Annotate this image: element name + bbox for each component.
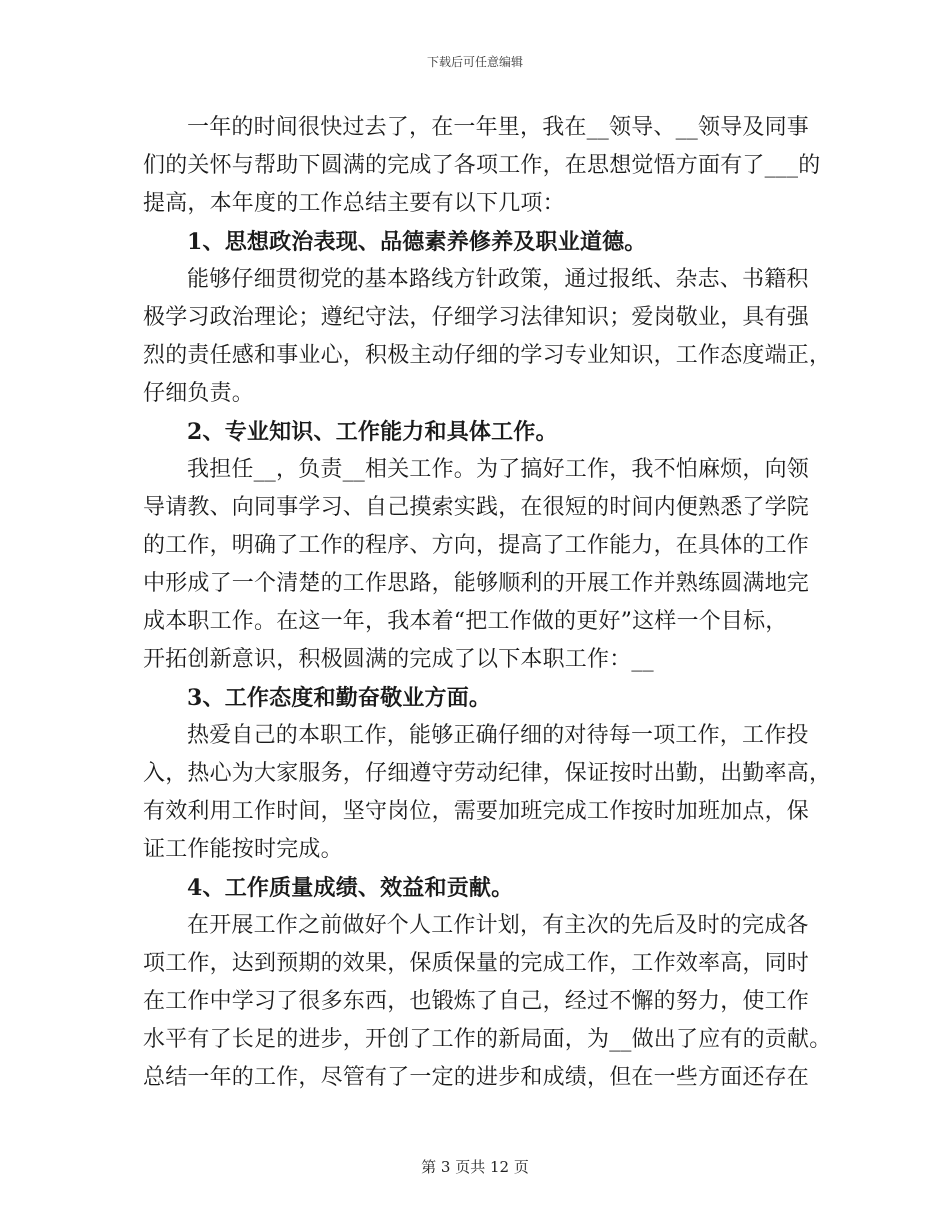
paragraph-line: 成本职工作。在这一年，我本着“把工作做的更好”这样一个目标，: [143, 609, 788, 634]
paragraph-line: 证工作能按时完成。: [143, 837, 343, 862]
paragraph-line: 项工作，达到预期的效果，保质保量的完成工作，工作效率高，同时: [143, 951, 810, 976]
paragraph-line: 水平有了长足的进步，开创了工作的新局面，为__做出了应有的贡献。: [143, 1027, 832, 1052]
paragraph-line: 在开展工作之前做好个人工作计划，有主次的先后及时的完成各: [187, 913, 809, 938]
paragraph-line: 极学习政治理论；遵纪守法，仔细学习法律知识；爱岗敬业，具有强: [143, 305, 810, 330]
page-footer: 第 3 页共 12 页: [421, 1158, 529, 1176]
paragraph-line: 中形成了一个清楚的工作思路，能够顺利的开展工作并熟练圆满地完: [143, 571, 810, 596]
paragraph-line: 有效利用工作时间，坚守岗位，需要加班完成工作按时加班加点，保: [143, 799, 810, 824]
paragraph-line: 提高，本年度的工作总结主要有以下几项：: [143, 191, 565, 216]
section-heading: 3、工作态度和勤奋敬业方面。: [187, 685, 492, 711]
paragraph-line: 入，热心为大家服务，仔细遵守劳动纪律，保证按时出勤，出勤率高，: [143, 761, 832, 786]
paragraph-line: 我担任__，负责__相关工作。为了搞好工作，我不怕麻烦，向领: [187, 457, 810, 482]
paragraph-line: 开拓创新意识，积极圆满的完成了以下本职工作：__: [143, 647, 654, 672]
paragraph-line: 烈的责任感和事业心，积极主动仔细的学习专业知识，工作态度端正，: [143, 343, 832, 368]
section-heading: 2、专业知识、工作能力和具体工作。: [187, 419, 558, 445]
paragraph-line: 热爱自己的本职工作，能够正确仔细的对待每一项工作，工作投: [187, 723, 809, 748]
document-body: [143, 109, 832, 1097]
paragraph-line: 一年的时间很快过去了，在一年里，我在__领导、__领导及同事: [187, 115, 810, 140]
paragraph-line: 的工作，明确了工作的程序、方向，提高了工作能力，在具体的工作: [143, 533, 810, 558]
paragraph-line: 们的关怀与帮助下圆满的完成了各项工作，在思想觉悟方面有了___的: [143, 153, 821, 178]
paragraph-line: 能够仔细贯彻党的基本路线方针政策，通过报纸、杂志、书籍积: [187, 267, 809, 292]
paragraph-line: 导请教、向同事学习、自己摸索实践，在很短的时间内便熟悉了学院: [143, 495, 810, 520]
paragraph-line: 在工作中学习了很多东西，也锻炼了自己，经过不懈的努力，使工作: [143, 989, 810, 1014]
paragraph-line: 总结一年的工作，尽管有了一定的进步和成绩，但在一些方面还存在: [143, 1065, 810, 1090]
section-heading: 1、思想政治表现、品德素养修养及职业道德。: [187, 229, 647, 255]
section-heading: 4、工作质量成绩、效益和贡献。: [187, 875, 514, 901]
page-header: 下载后可任意编辑: [426, 55, 523, 69]
paragraph-line: 仔细负责。: [143, 381, 255, 406]
